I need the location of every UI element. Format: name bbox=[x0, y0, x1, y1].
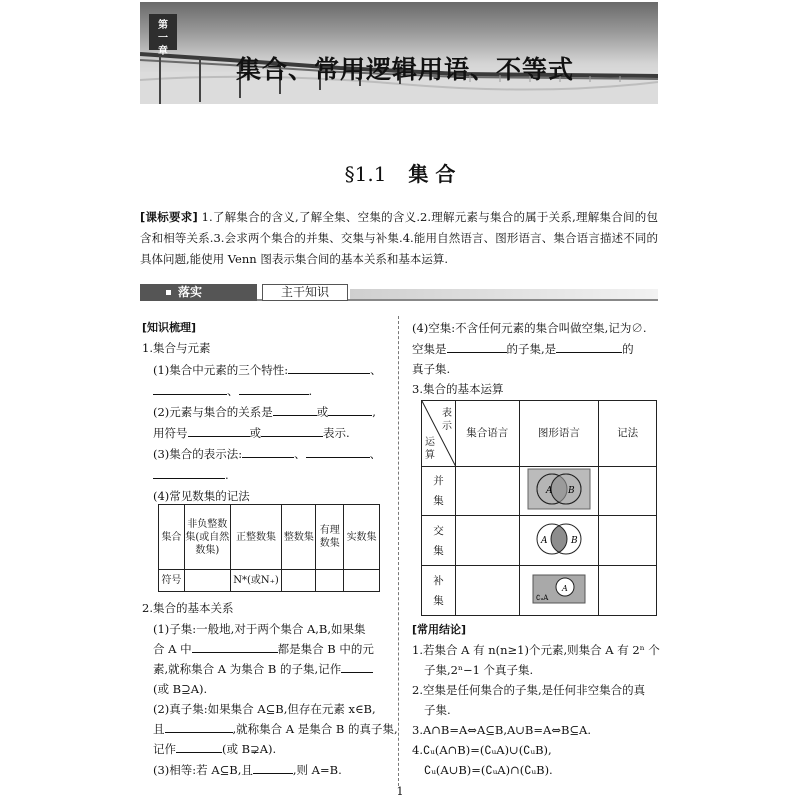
item-1-3-cont: . bbox=[153, 467, 229, 483]
requirements-text: 1.了解集合的含义,了解全集、空集的含义.2.理解元素与集合的属于关系,理解集合间的包含和相等关系.3.会求两个集合的并集、交集与补集.4.能用自然语言、图形语言、集合语言描述不同的具体问题,能使用 Venn 图表示集合间的基本关系和基本运算. bbox=[140, 210, 659, 266]
item-2-1-cont: 合 A 中 都是集合 B 中的元 bbox=[153, 642, 374, 656]
section-bar-label: 主干知识 bbox=[262, 284, 348, 301]
item-2-heading: 2.集合的基本关系 bbox=[142, 601, 234, 615]
column-divider bbox=[398, 316, 399, 786]
blank bbox=[153, 467, 225, 479]
blank bbox=[253, 762, 293, 774]
blank bbox=[273, 404, 317, 416]
venn-a-label: A bbox=[561, 583, 568, 593]
item-2-4: (4)空集:不含任何元素的集合叫做空集,记为∅. bbox=[412, 321, 647, 335]
table-cell bbox=[599, 516, 657, 566]
table-header: 整数集 bbox=[282, 505, 316, 570]
page-number: 1 bbox=[396, 785, 404, 798]
blank bbox=[447, 341, 507, 353]
number-sets-table bbox=[158, 504, 380, 592]
venn-a-label: A bbox=[540, 535, 548, 546]
item-1-3: (3)集合的表示法: 、 、 bbox=[153, 447, 382, 461]
venn-b-label: B bbox=[570, 535, 578, 546]
blank bbox=[288, 362, 370, 374]
requirements-label: [课标要求] bbox=[140, 210, 198, 224]
item-2-4-cont2: 真子集. bbox=[412, 362, 451, 376]
corner-bottom-label: 运算 bbox=[425, 437, 435, 461]
item-3-heading: 3.集合的基本运算 bbox=[412, 382, 504, 396]
item-2-2: (2)真子集:如果集合 A⊆B,但存在元素 x∈B, bbox=[153, 702, 376, 716]
table-header: 集合语言 bbox=[455, 401, 519, 467]
blank bbox=[153, 383, 227, 395]
complement-label: ∁ᵤA bbox=[535, 593, 549, 602]
table-header: 实数集 bbox=[344, 505, 380, 570]
table-cell bbox=[184, 570, 230, 592]
blank bbox=[165, 721, 233, 733]
blank bbox=[188, 425, 250, 437]
table-cell bbox=[344, 570, 380, 592]
row-label-complement: 补集 bbox=[422, 566, 456, 616]
item-2-2-cont2: 记作 (或 B⊋A). bbox=[153, 742, 277, 756]
item-2-2-cont: 且 ,就称集合 A 是集合 B 的真子集, bbox=[153, 722, 398, 736]
item-1-1-cont: 、 . bbox=[153, 383, 312, 399]
item-2-1-cont2: 素,就称集合 A 为集合 B 的子集,记作 bbox=[153, 661, 373, 677]
item-1-1: (1)集合中元素的三个特性: 、 bbox=[153, 363, 382, 377]
venn-b-label: B bbox=[567, 486, 575, 496]
item-2-3: (3)相等:若 A⊆B,且 ,则 A=B. bbox=[153, 763, 342, 777]
table-cell bbox=[599, 566, 657, 616]
blank bbox=[328, 404, 372, 416]
venn-complement-cell bbox=[519, 566, 599, 616]
blank bbox=[192, 641, 278, 653]
section-number: §1.1 bbox=[344, 162, 387, 186]
item-2-4-cont: 空集是 的子集,是 的 bbox=[412, 342, 634, 356]
venn-union-cell bbox=[519, 467, 599, 516]
table-cell bbox=[455, 516, 519, 566]
table-header: 集合 bbox=[159, 505, 185, 570]
venn-complement-diagram bbox=[527, 571, 591, 607]
conclusion-1: 1.若集合 A 有 n(n≥1)个元素,则集合 A 有 2ⁿ 个 bbox=[412, 643, 660, 657]
conclusions-heading: [常用结论] bbox=[412, 623, 467, 636]
table-header: 有理数集 bbox=[316, 505, 344, 570]
item-1-heading: 1.集合与元素 bbox=[142, 341, 211, 355]
venn-a-label: A bbox=[545, 486, 553, 496]
conclusion-2: 2.空集是任何集合的子集,是任何非空集合的真 bbox=[412, 683, 646, 697]
table-cell bbox=[282, 570, 316, 592]
chapter-badge: 第 一 章 bbox=[149, 14, 177, 50]
blank bbox=[239, 383, 309, 395]
conclusion-1-cont: 子集,2ⁿ−1 个真子集. bbox=[424, 663, 534, 677]
section-bar-tag-label: 落实 bbox=[178, 285, 203, 299]
table-header: 记法 bbox=[599, 401, 657, 467]
venn-union-diagram bbox=[527, 468, 591, 510]
table-header: 正整数集 bbox=[230, 505, 282, 570]
chapter-title: 集合、常用逻辑用语、不等式 bbox=[236, 55, 575, 84]
curriculum-requirements bbox=[140, 207, 658, 270]
blank bbox=[556, 341, 622, 353]
item-1-2-cont: 用符号 或 表示. bbox=[153, 426, 350, 440]
corner-top-label: 表示 bbox=[441, 408, 452, 432]
item-1-2: (2)元素与集合的关系是 或 , bbox=[153, 405, 376, 419]
section-bar-fade bbox=[350, 289, 658, 299]
item-2-1: (1)子集:一般地,对于两个集合 A,B,如果集 bbox=[153, 622, 366, 636]
section-bar-tag bbox=[140, 284, 257, 301]
knowledge-heading: [知识梳理] bbox=[142, 321, 197, 334]
blank bbox=[176, 741, 222, 753]
table-cell bbox=[316, 570, 344, 592]
set-operations-table bbox=[421, 400, 657, 616]
blank bbox=[242, 446, 294, 458]
table-row-label: 符号 bbox=[159, 570, 185, 592]
venn-intersection-diagram bbox=[527, 518, 591, 560]
conclusion-3: 3.A∩B=A⇔A⊆B,A∪B=A⇔B⊆A. bbox=[412, 723, 592, 737]
table-cell bbox=[599, 467, 657, 516]
square-bullet-icon bbox=[166, 290, 171, 295]
table-cell bbox=[455, 467, 519, 516]
row-label-union: 并集 bbox=[422, 467, 456, 516]
conclusion-4-cont: ∁ᵤ(A∪B)=(∁ᵤA)∩(∁ᵤB). bbox=[424, 763, 553, 777]
table-cell bbox=[455, 566, 519, 616]
section-title bbox=[0, 158, 800, 187]
table-corner bbox=[422, 401, 456, 467]
table-header: 非负整数集(或自然数集) bbox=[184, 505, 230, 570]
item-2-1-cont3: (或 B⊇A). bbox=[153, 682, 208, 696]
section-name: 集 合 bbox=[408, 162, 456, 186]
item-1-4: (4)常见数集的记法 bbox=[153, 489, 250, 503]
conclusion-4: 4.∁ᵤ(A∩B)=(∁ᵤA)∪(∁ᵤB), bbox=[412, 743, 552, 757]
conclusion-2-cont: 子集. bbox=[424, 703, 451, 717]
venn-intersection-cell bbox=[519, 516, 599, 566]
blank bbox=[306, 446, 370, 458]
row-label-intersection: 交集 bbox=[422, 516, 456, 566]
blank bbox=[261, 425, 323, 437]
table-header: 图形语言 bbox=[519, 401, 599, 467]
table-cell: N*(或N₊) bbox=[230, 570, 282, 592]
blank bbox=[341, 661, 373, 673]
